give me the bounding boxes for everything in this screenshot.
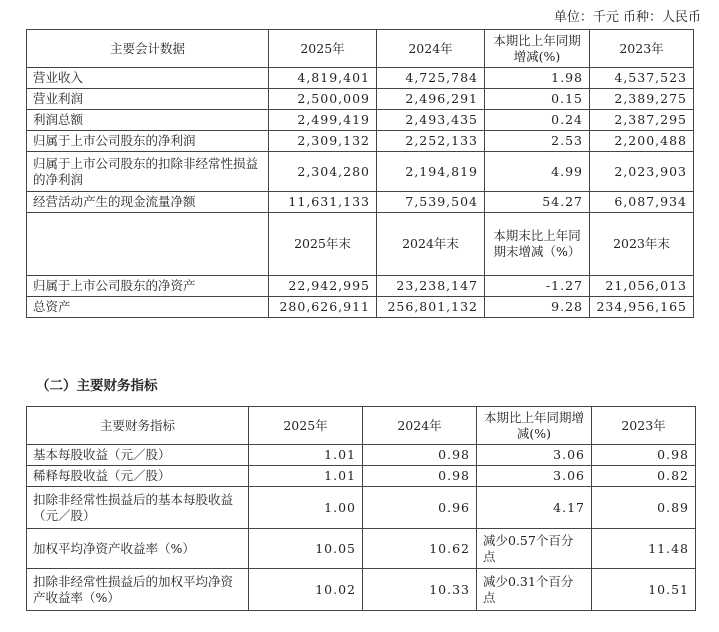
value-cell: 2,252,133 (377, 131, 485, 152)
value-cell: 10.05 (249, 529, 363, 569)
header-cell: 2023年 (590, 30, 694, 68)
row-label: 加权平均净资产收益率（%） (27, 529, 249, 569)
value-cell: 22,942,995 (269, 276, 377, 297)
header-cell: 2024年 (363, 407, 477, 445)
main-financial-indicators-table (26, 406, 696, 611)
row-label: 归属于上市公司股东的扣除非经常性损益的净利润 (27, 152, 269, 192)
row-label: 利润总额 (27, 110, 269, 131)
table-row (27, 529, 696, 569)
value-cell: 1.98 (485, 68, 590, 89)
table-row (27, 192, 694, 213)
header-cell: 2023年 (592, 407, 696, 445)
row-label: 归属于上市公司股东的净资产 (27, 276, 269, 297)
value-cell: 21,056,013 (590, 276, 694, 297)
value-cell: 2,389,275 (590, 89, 694, 110)
value-cell: -1.27 (485, 276, 590, 297)
value-cell: 3.06 (477, 445, 592, 466)
value-cell: 10.62 (363, 529, 477, 569)
value-cell: 54.27 (485, 192, 590, 213)
value-cell: 0.98 (363, 445, 477, 466)
row-label: 经营活动产生的现金流量净额 (27, 192, 269, 213)
table-row (27, 152, 694, 192)
table-header-row (27, 213, 694, 276)
value-cell: 2,493,435 (377, 110, 485, 131)
value-cell: 234,956,165 (590, 297, 694, 318)
table-row (27, 466, 696, 487)
table-row (27, 68, 694, 89)
row-label: 扣除非经常性损益后的加权平均净资产收益率（%） (27, 569, 249, 611)
header-cell: 本期比上年同期增减(%) (477, 407, 592, 445)
value-cell: 2,496,291 (377, 89, 485, 110)
value-cell: 减少0.31个百分点 (477, 569, 592, 611)
value-cell: 9.28 (485, 297, 590, 318)
table-row (27, 131, 694, 152)
header-cell: 主要财务指标 (27, 407, 249, 445)
table-row (27, 487, 696, 529)
value-cell: 2,309,132 (269, 131, 377, 152)
main-accounting-data-table (26, 29, 694, 318)
value-cell: 2,200,488 (590, 131, 694, 152)
value-cell: 256,801,132 (377, 297, 485, 318)
value-cell: 11.48 (592, 529, 696, 569)
value-cell: 1.01 (249, 445, 363, 466)
table-row (27, 110, 694, 131)
value-cell: 2.53 (485, 131, 590, 152)
value-cell: 0.96 (363, 487, 477, 529)
value-cell: 280,626,911 (269, 297, 377, 318)
header-cell (27, 213, 269, 276)
value-cell: 0.24 (485, 110, 590, 131)
row-label: 稀释每股收益（元／股） (27, 466, 249, 487)
table-row (27, 297, 694, 318)
value-cell: 0.98 (592, 445, 696, 466)
value-cell: 7,539,504 (377, 192, 485, 213)
value-cell: 1.00 (249, 487, 363, 529)
header-cell: 2024年 (377, 30, 485, 68)
value-cell: 3.06 (477, 466, 592, 487)
value-cell: 减少0.57个百分点 (477, 529, 592, 569)
value-cell: 2,499,419 (269, 110, 377, 131)
section-title: （二）主要财务指标 (36, 378, 158, 394)
table-header-row (27, 30, 694, 68)
header-cell: 2023年末 (590, 213, 694, 276)
value-cell: 0.15 (485, 89, 590, 110)
value-cell: 4.17 (477, 487, 592, 529)
header-cell: 2025年末 (269, 213, 377, 276)
row-label: 营业收入 (27, 68, 269, 89)
value-cell: 11,631,133 (269, 192, 377, 213)
table-row (27, 276, 694, 297)
value-cell: 10.33 (363, 569, 477, 611)
value-cell: 0.82 (592, 466, 696, 487)
value-cell: 10.51 (592, 569, 696, 611)
row-label: 营业利润 (27, 89, 269, 110)
value-cell: 6,087,934 (590, 192, 694, 213)
value-cell: 0.98 (363, 466, 477, 487)
value-cell: 2,387,295 (590, 110, 694, 131)
value-cell: 4,819,401 (269, 68, 377, 89)
row-label: 基本每股收益（元／股） (27, 445, 249, 466)
table-row (27, 89, 694, 110)
value-cell: 4,537,523 (590, 68, 694, 89)
value-cell: 1.01 (249, 466, 363, 487)
header-cell: 2025年 (249, 407, 363, 445)
header-cell: 2025年 (269, 30, 377, 68)
table-row (27, 569, 696, 611)
value-cell: 0.89 (592, 487, 696, 529)
value-cell: 2,194,819 (377, 152, 485, 192)
unit-line: 单位：千元 币种：人民币 (553, 10, 701, 25)
value-cell: 2,023,903 (590, 152, 694, 192)
value-cell: 2,500,009 (269, 89, 377, 110)
value-cell: 2,304,280 (269, 152, 377, 192)
value-cell: 23,238,147 (377, 276, 485, 297)
row-label: 总资产 (27, 297, 269, 318)
value-cell: 4,725,784 (377, 68, 485, 89)
table-header-row (27, 407, 696, 445)
value-cell: 10.02 (249, 569, 363, 611)
table-row (27, 445, 696, 466)
row-label: 归属于上市公司股东的净利润 (27, 131, 269, 152)
header-cell: 本期比上年同期增减(%) (485, 30, 590, 68)
header-cell: 主要会计数据 (27, 30, 269, 68)
header-cell: 2024年末 (377, 213, 485, 276)
row-label: 扣除非经常性损益后的基本每股收益（元／股） (27, 487, 249, 529)
header-cell: 本期末比上年同期末增减（%） (485, 213, 590, 276)
value-cell: 4.99 (485, 152, 590, 192)
